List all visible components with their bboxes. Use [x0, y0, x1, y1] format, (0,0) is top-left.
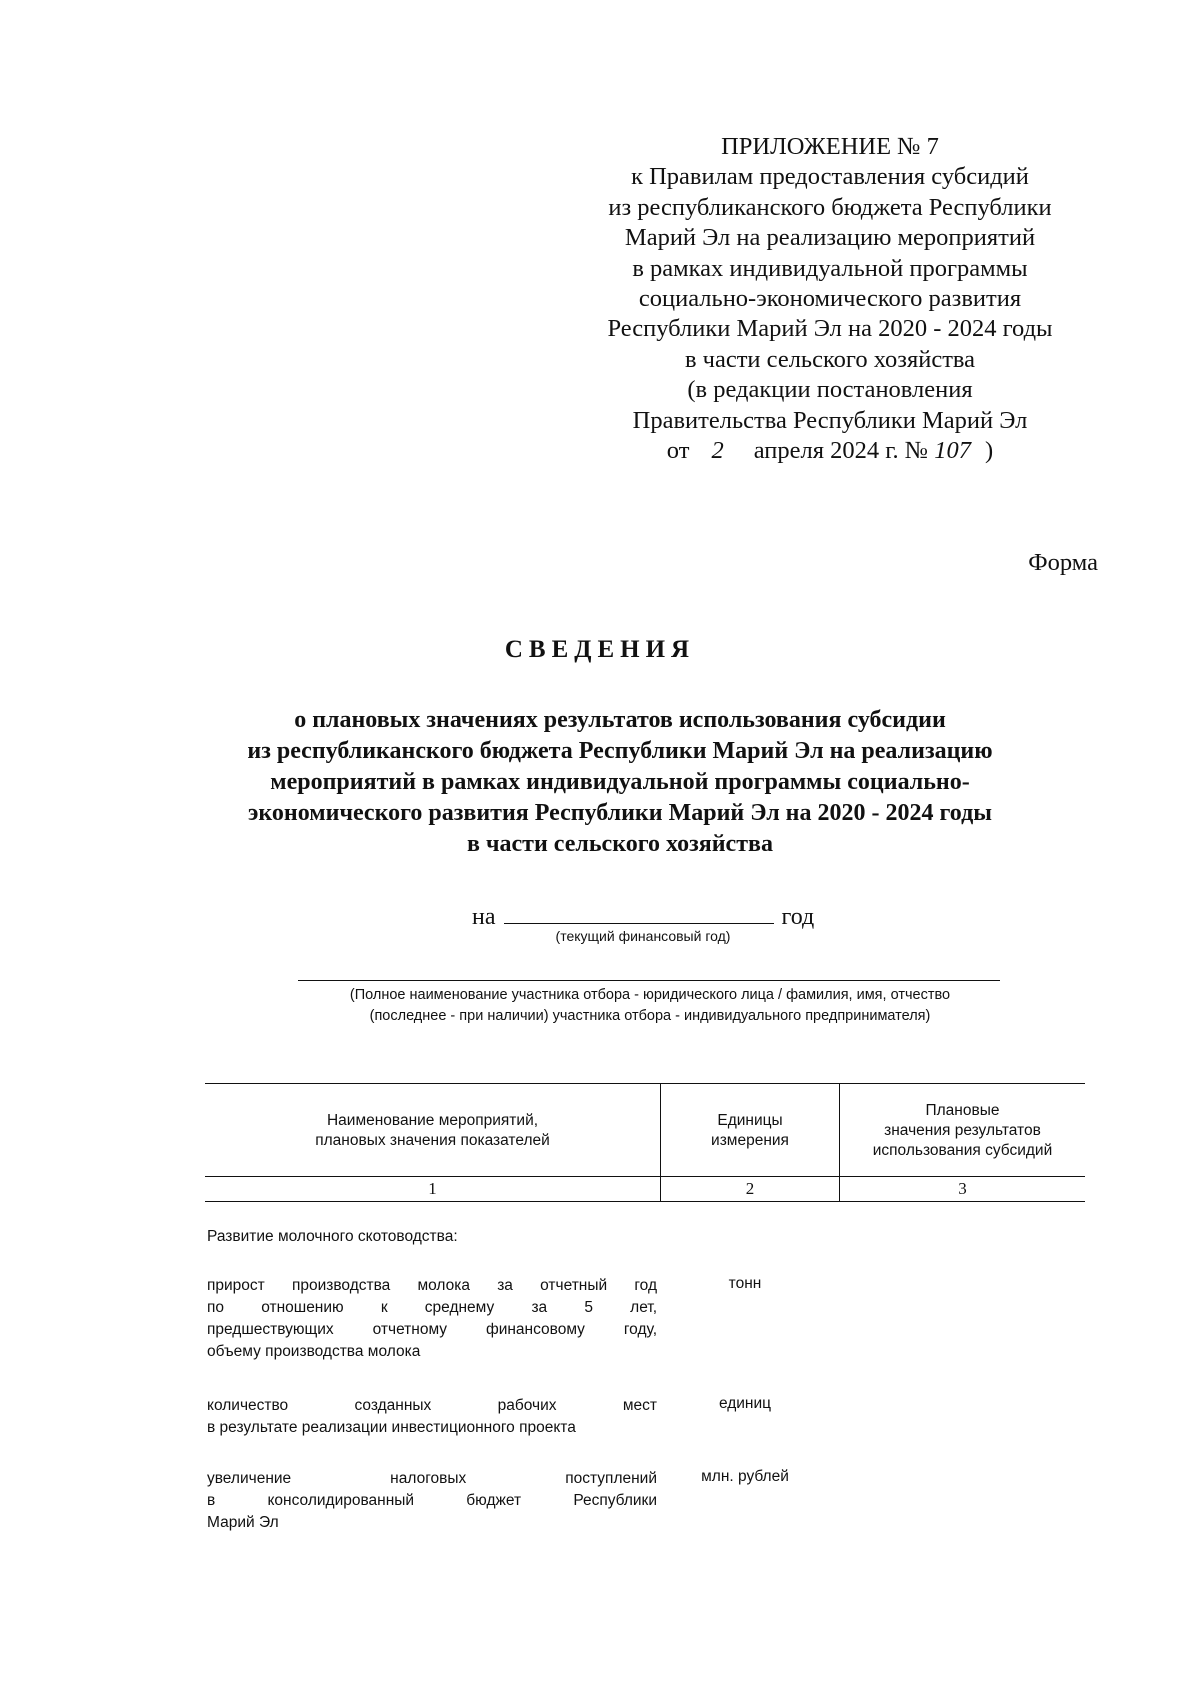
year-field [472, 901, 814, 931]
indicator-row [207, 1468, 657, 1534]
column-number: 2 [745, 1179, 755, 1198]
appendix-line: из республиканского бюджета Республики [608, 193, 1052, 221]
year-prefix: на [472, 904, 496, 930]
header-text: значения результатов [884, 1121, 1041, 1139]
appendix-line: Республики Марий Эл на 2020 - 2024 годы [607, 315, 1053, 343]
appendix-line: в рамках индивидуальной программы [632, 254, 1028, 282]
indicator-text: по отношению к среднему за 5 лет, [207, 1299, 657, 1316]
appendix-line: Правительства Республики Марий Эл [632, 406, 1028, 434]
participant-hint-line: (последнее - при наличии) участника отбора - индивидуального предпринимателя) [369, 1008, 931, 1024]
document-title: СВЕДЕНИЯ [504, 636, 696, 663]
year-blank-line[interactable] [504, 901, 774, 924]
year-hint: (текущий финансовый год) [555, 928, 731, 944]
appendix-title: ПРИЛОЖЕНИЕ № 7 [721, 133, 939, 160]
indicator-text: в консолидированный бюджет Республики [207, 1492, 657, 1509]
indicator-text: предшествующих отчетному финансовому году, [207, 1321, 657, 1338]
date-middle: апреля 2024 г. № [753, 437, 929, 465]
appendix-line: в части сельского хозяйства [684, 345, 976, 373]
subtitle-line: о плановых значениях результатов использования субсидии [294, 707, 946, 733]
subtitle-line: мероприятий в рамках индивидуальной программы социально- [270, 769, 970, 795]
table-bottom-border [205, 1201, 1085, 1202]
table-top-border [205, 1083, 1085, 1084]
appendix-line: социально-экономического развития [638, 285, 1022, 313]
results-table [205, 1083, 1085, 1202]
year-suffix: год [781, 904, 815, 930]
header-text: Плановые [925, 1101, 1000, 1119]
subtitle-line: из республиканского бюджета Республики Марий Эл на реализацию [247, 738, 993, 764]
table-header-cell [661, 1085, 839, 1176]
indicator-text: объему производства молока [207, 1343, 421, 1360]
form-label: Форма [1028, 549, 1098, 576]
indicator-row [207, 1395, 657, 1439]
date-prefix: от [666, 437, 690, 465]
table-header-cell [205, 1085, 660, 1176]
section-heading: Развитие молочного скотоводства: [207, 1228, 458, 1245]
indicator-row [207, 1275, 657, 1363]
header-text: Единицы [717, 1111, 783, 1129]
column-number: 1 [428, 1179, 437, 1198]
header-text: Наименование мероприятий, [326, 1111, 539, 1129]
appendix-line: (в редакции постановления [687, 376, 973, 404]
column-number: 3 [958, 1179, 967, 1198]
header-text: измерения [711, 1131, 789, 1149]
indicator-unit: единиц [718, 1395, 772, 1412]
participant-blank-line[interactable] [298, 980, 1000, 981]
indicator-text: Марий Эл [207, 1514, 279, 1531]
subtitle-line: экономического развития Республики Марий Эл на 2020 - 2024 годы [248, 800, 992, 826]
header-text: использования субсидий [872, 1141, 1053, 1159]
participant-hint [260, 985, 1040, 1027]
indicator-text: прирост производства молока за отчетный год [207, 1277, 657, 1294]
date-day: 2 [711, 437, 724, 465]
indicator-text: в результате реализации инвестиционного проекта [207, 1419, 576, 1436]
document-number: 107 [934, 437, 972, 465]
participant-hint-line: (Полное наименование участника отбора - юридического лица / фамилия, имя, отчество [349, 987, 951, 1003]
table-header-cell [840, 1085, 1085, 1176]
indicator-text: увеличение налоговых поступлений [207, 1470, 657, 1487]
indicator-text: количество созданных рабочих мест [207, 1397, 657, 1414]
appendix-line: Марий Эл на реализацию мероприятий [624, 224, 1036, 252]
appendix-line: к Правилам предоставления субсидий [631, 163, 1029, 191]
appendix-date-line [560, 436, 1100, 466]
header-text: плановых значения показателей [315, 1131, 550, 1149]
document-subtitle [180, 705, 1060, 860]
date-suffix: ) [985, 437, 994, 465]
subtitle-line: в части сельского хозяйства [467, 831, 773, 857]
indicator-unit: млн. рублей [701, 1468, 789, 1485]
appendix-header [560, 132, 1100, 466]
indicator-unit: тонн [728, 1275, 762, 1292]
